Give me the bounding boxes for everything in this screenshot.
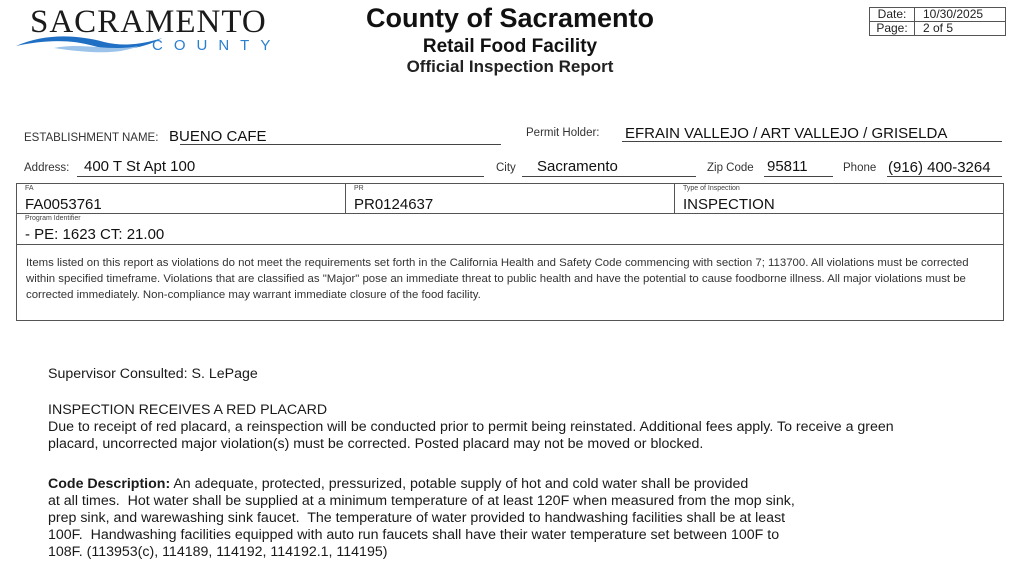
inspection-type-label: Type of Inspection — [683, 185, 740, 192]
code-line: prep sink, and warewashing sink faucet. The temperature of water provided to handwashing facilities shall be at least — [48, 510, 786, 526]
program-identifier-value: - PE: 1623 CT: 21.00 — [25, 226, 165, 243]
code-description-label: Code Description: — [48, 476, 171, 492]
establishment-name-label: ESTABLISHMENT NAME: — [24, 132, 159, 144]
program-identifier-label: Program Identifier — [25, 215, 81, 222]
page-value: 2 of 5 — [915, 22, 1006, 36]
report-type: Official Inspection Report — [406, 57, 614, 76]
program-identifier-cell — [17, 214, 1003, 245]
date-page-box — [869, 7, 1006, 36]
pr-value: PR0124637 — [354, 196, 434, 213]
permit-holder: EFRAIN VALLEJO / ART VALLEJO / GRISELDA — [625, 125, 948, 142]
page-label: Page: — [870, 22, 915, 36]
supervisor-consulted: Supervisor Consulted: S. LePage — [48, 366, 258, 382]
permit-holder-label: Permit Holder: — [526, 127, 600, 139]
city-underline — [522, 176, 696, 177]
zip-underline — [764, 176, 833, 177]
placard-text: Due to receipt of red placard, a reinspection will be conducted prior to permit being reinstated. Additional fees apply. To receive a green placard, uncorrected major violation(s) must be corrected. Posted placard may not be moved or blocked. — [48, 419, 894, 452]
address-label: Address: — [24, 162, 70, 174]
pr-cell — [345, 184, 674, 213]
code-line: at all times. Hot water shall be supplied at a minimum temperature of at least 120F when measured from the mop sink, — [48, 493, 795, 509]
inspection-type-cell — [674, 184, 1003, 213]
date-value: 10/30/2025 — [915, 8, 1006, 22]
zip-label: Zip Code — [707, 162, 754, 174]
code-line: 100F. Handwashing facilities equipped with auto run faucets shall have their water temperature set between 100F to — [48, 527, 780, 543]
code-description — [48, 476, 1008, 561]
pr-label: PR — [354, 185, 364, 192]
violation-notice-text: Items listed on this report as violations do not meet the requirements set forth in the California Health and Safety Code commencing with section 7; 113700. All violations must be corrected within specified timeframe. Violations that are classified as "Major" pose an immediate threat to public health and have the potential to cause foodborne illness. All major violations must be corrected immediately. Non-compliance may warrant immediate closure of the food facility. — [26, 257, 969, 301]
code-line: An adequate, protected, pressurized, potable supply of hot and cold water shall be provided — [170, 476, 749, 492]
city-label: City — [496, 162, 516, 174]
address-underline — [77, 176, 484, 177]
fa-cell — [17, 184, 345, 213]
placard-heading: INSPECTION RECEIVES A RED PLACARD — [48, 402, 328, 418]
inspection-type-value: INSPECTION — [683, 196, 775, 213]
phone-value: (916) 400-3264 — [888, 159, 991, 176]
phone-label: Phone — [843, 162, 877, 174]
logo-wordmark: SACRAMENTO — [30, 4, 267, 40]
date-label: Date: — [870, 8, 915, 22]
fa-value: FA0053761 — [25, 196, 102, 213]
fa-label: FA — [25, 185, 34, 192]
phone-underline — [887, 176, 1002, 177]
facility-info-table — [16, 183, 1004, 321]
establishment-name: BUENO CAFE — [169, 128, 267, 145]
sacramento-county-logo — [14, 2, 282, 60]
code-line: 108F. (113953(c), 114189, 114192, 114192.1, 114195) — [48, 544, 388, 560]
report-title-block — [300, 2, 720, 77]
address-value: 400 T St Apt 100 — [84, 158, 196, 175]
page-title: County of Sacramento — [365, 3, 655, 33]
zip-value: 95811 — [767, 158, 808, 175]
city-value: Sacramento — [537, 158, 618, 175]
notice-cell — [17, 245, 1003, 320]
page-subtitle: Retail Food Facility — [422, 36, 598, 57]
logo-county-text: COUNTY — [152, 37, 282, 54]
